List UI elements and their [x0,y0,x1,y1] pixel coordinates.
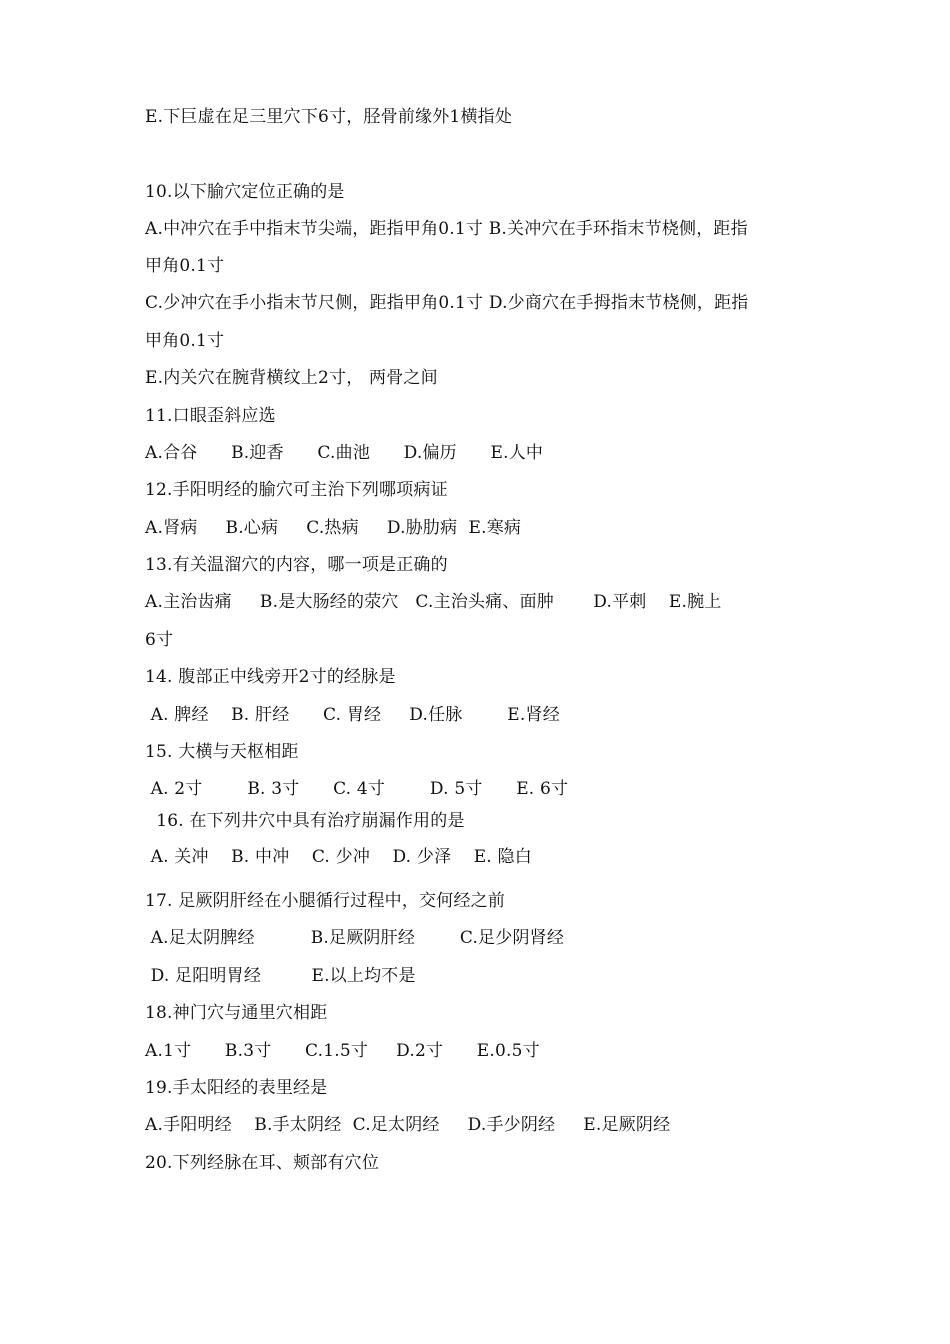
question-line: 17. 足厥阴肝经在小腿循行过程中，交何经之前 [145,891,506,911]
option-line: A. 脾经 B. 肝经 C. 胃经 D.任脉 E.肾经 [145,705,560,725]
question-line: 19.手太阳经的表里经是 [145,1078,328,1098]
option-line: E.下巨虚在足三里穴下6寸，胫骨前缘外1横指处 [145,107,513,127]
option-line: D. 足阳明胃经 E.以上均不是 [145,966,416,986]
option-line: 甲角0.1寸 [145,256,225,276]
question-line: 16. 在下列井穴中具有治疗崩漏作用的是 [145,811,465,831]
option-line: A.手阳明经 B.手太阴经 C.足太阴经 D.手少阴经 E.足厥阴经 [145,1115,671,1135]
option-line: E.内关穴在腕背横纹上2寸， 两骨之间 [145,368,438,388]
option-line: A.肾病 B.心病 C.热病 D.胁肋病 E.寒病 [145,518,522,538]
question-line: 18.神门穴与通里穴相距 [145,1003,328,1023]
option-line: A.主治齿痛 B.是大肠经的荥穴 C.主治头痛、面肿 D.平刺 E.腕上 [145,592,722,612]
question-line: 15. 大横与天枢相距 [145,742,299,762]
question-line: 12.手阳明经的腧穴可主治下列哪项病证 [145,480,448,500]
option-line: A.足太阴脾经 B.足厥阴肝经 C.足少阴肾经 [145,928,565,948]
question-line: 14. 腹部正中线旁开2寸的经脉是 [145,667,396,687]
question-line: 20.下列经脉在耳、颊部有穴位 [145,1153,380,1173]
option-line: A.1寸 B.3寸 C.1.5寸 D.2寸 E.0.5寸 [145,1041,540,1061]
option-line: A. 2寸 B. 3寸 C. 4寸 D. 5寸 E. 6寸 [145,779,569,799]
question-line: 10.以下腧穴定位正确的是 [145,182,345,202]
option-line: C.少冲穴在手小指末节尺侧，距指甲角0.1寸 D.少商穴在手拇指末节桡侧，距指 [145,293,749,313]
option-line: 6寸 [145,630,174,650]
question-line: 11.口眼歪斜应选 [145,406,276,426]
option-line: A.中冲穴在手中指末节尖端，距指甲角0.1寸 B.关冲穴在手环指末节桡侧，距指 [145,219,748,239]
option-line: A. 关冲 B. 中冲 C. 少冲 D. 少泽 E. 隐白 [145,847,532,867]
question-line: 13.有关温溜穴的内容，哪一项是正确的 [145,555,448,575]
option-line: 甲角0.1寸 [145,331,225,351]
option-line: A.合谷 B.迎香 C.曲池 D.偏历 E.人中 [145,443,544,463]
